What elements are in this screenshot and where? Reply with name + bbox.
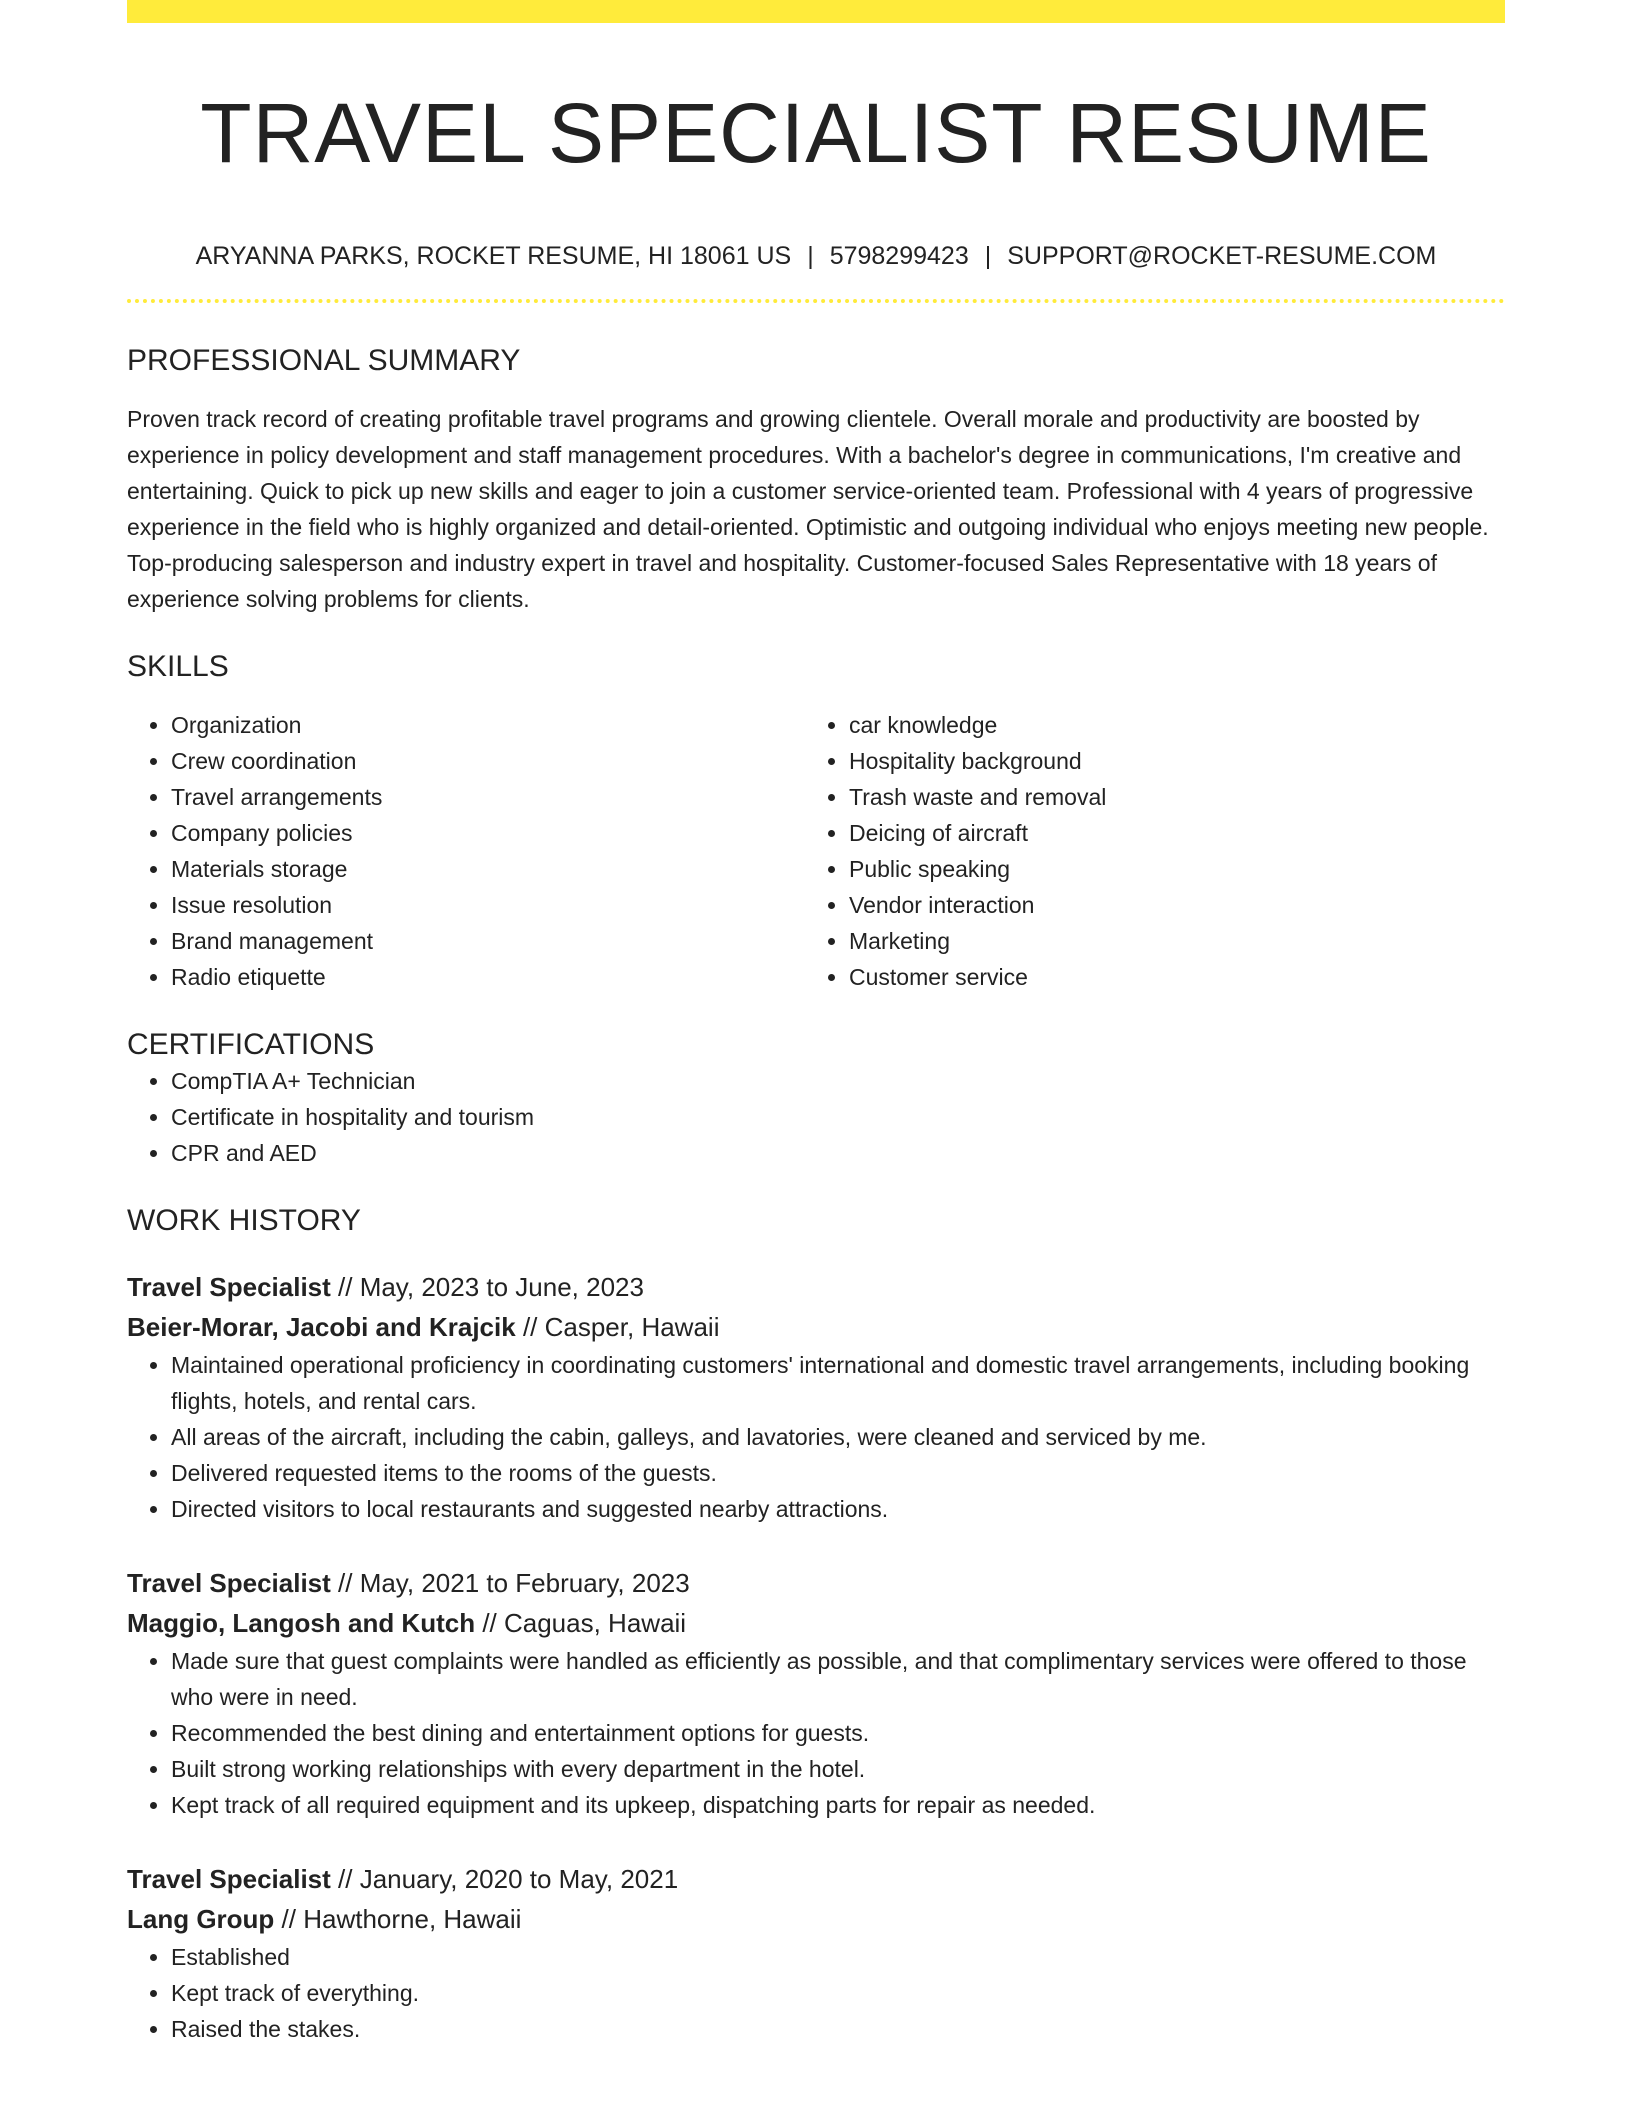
contact-line <box>127 241 1505 271</box>
job-duties-list <box>127 1643 1505 1823</box>
skill-item: • Radio etiquette <box>171 959 805 995</box>
job-duty: • Built strong working relationships with every department in the hotel. <box>171 1751 1505 1787</box>
contact-address: ARYANNA PARKS, ROCKET RESUME, HI 18061 US <box>195 242 792 270</box>
skills-list-left <box>127 707 805 995</box>
skill-item: • Company policies <box>171 815 805 851</box>
job-company: Beier-Morar, Jacobi and Krajcik <box>127 1312 516 1342</box>
job-duty: • Raised the stakes. <box>171 2011 1505 2047</box>
job-duties-list <box>127 1939 1505 2047</box>
job-location: // Casper, Hawaii <box>515 1312 720 1342</box>
skills-grid <box>127 707 1505 995</box>
contact-separator: | <box>807 242 814 270</box>
skill-item: • Vendor interaction <box>849 887 1483 923</box>
job-duty: • Maintained operational proficiency in coordinating customers' international and domestic travel arrangements, including booking flights, hotels, and rental cars. <box>171 1347 1505 1419</box>
job-title: Travel Specialist <box>127 1568 331 1598</box>
contact-separator: | <box>984 242 992 270</box>
job-entry <box>127 1859 1505 2047</box>
job-duties-list <box>127 1347 1505 1527</box>
job-dates: // May, 2021 to February, 2023 <box>330 1568 690 1598</box>
job-duty: • Recommended the best dining and entertainment options for guests. <box>171 1715 1505 1751</box>
skills-heading: SKILLS <box>127 650 229 683</box>
skill-item: • Materials storage <box>171 851 805 887</box>
job-title: Travel Specialist <box>127 1864 331 1894</box>
certification-item: • CPR and AED <box>171 1135 1505 1171</box>
job-dates: // May, 2023 to June, 2023 <box>330 1272 644 1302</box>
skill-item: • Brand management <box>171 923 805 959</box>
job-duty: • All areas of the aircraft, including the cabin, galleys, and lavatories, were cleaned and serviced by me. <box>171 1419 1505 1455</box>
skill-item: • Hospitality background <box>849 743 1483 779</box>
job-title-line <box>127 1267 1505 1307</box>
job-entry <box>127 1267 1505 1527</box>
contact-phone: 5798299423 <box>829 242 969 270</box>
job-dates: // January, 2020 to May, 2021 <box>330 1864 679 1894</box>
job-company-line <box>127 1307 1505 1347</box>
job-duty: • Kept track of all required equipment and its upkeep, dispatching parts for repair as needed. <box>171 1787 1505 1823</box>
header-divider <box>127 299 1505 303</box>
skill-item: • Issue resolution <box>171 887 805 923</box>
job-location: // Caguas, Hawaii <box>475 1608 687 1638</box>
certifications-heading: CERTIFICATIONS <box>127 1028 375 1061</box>
job-duty: • Kept track of everything. <box>171 1975 1505 2011</box>
job-title-line <box>127 1859 1505 1899</box>
skill-item: • Trash waste and removal <box>849 779 1483 815</box>
job-company-line <box>127 1899 1505 1939</box>
summary-heading: PROFESSIONAL SUMMARY <box>127 344 521 377</box>
work-history-heading: WORK HISTORY <box>127 1204 361 1237</box>
job-location: // Hawthorne, Hawaii <box>274 1904 522 1934</box>
job-title-line <box>127 1563 1505 1603</box>
contact-email: SUPPORT@ROCKET-RESUME.COM <box>1007 242 1437 270</box>
job-company: Lang Group <box>127 1904 275 1934</box>
summary-text: Proven track record of creating profitable travel programs and growing clientele. Overall morale and productivity are boosted by experience in policy development and staff management procedures. With a bachelor's degree in communications, I'm creative and entertaining. Quick to pick up new skills and eager to join a customer service-oriented team. Professional with 4 years of progressive experience in the field who is highly organized and detail-oriented. Optimistic and outgoing individual who enjoys meeting new people. Top-producing salesperson and industry expert in travel and hospitality. Customer-focused Sales Representative with 18 years of experience solving problems for clients. <box>127 406 1489 612</box>
certification-item: • Certificate in hospitality and tourism <box>171 1099 1505 1135</box>
certification-item: • CompTIA A+ Technician <box>171 1063 1505 1099</box>
skill-item: • Deicing of aircraft <box>849 815 1483 851</box>
job-title: Travel Specialist <box>127 1272 331 1302</box>
job-entry <box>127 1563 1505 1823</box>
skill-item: • Customer service <box>849 959 1483 995</box>
resume-page <box>127 0 1505 2047</box>
job-duty: • Established <box>171 1939 1505 1975</box>
skills-column-right <box>805 707 1483 995</box>
skills-column-left <box>127 707 805 995</box>
skill-item: • car knowledge <box>849 707 1483 743</box>
job-duty: • Directed visitors to local restaurants and suggested nearby attractions. <box>171 1491 1505 1527</box>
skill-item: • Travel arrangements <box>171 779 805 815</box>
skills-list-right <box>805 707 1483 995</box>
resume-title: TRAVEL SPECIALIST RESUME <box>200 86 1432 180</box>
job-company-line <box>127 1603 1505 1643</box>
skill-item: • Marketing <box>849 923 1483 959</box>
top-accent-bar <box>127 0 1505 23</box>
job-company: Maggio, Langosh and Kutch <box>127 1608 476 1638</box>
certifications-list <box>127 1063 1505 1171</box>
skill-item: • Public speaking <box>849 851 1483 887</box>
job-duty: • Made sure that guest complaints were handled as efficiently as possible, and that complimentary services were offered to those who were in need. <box>171 1643 1505 1715</box>
skill-item: • Crew coordination <box>171 743 805 779</box>
job-duty: • Delivered requested items to the rooms of the guests. <box>171 1455 1505 1491</box>
skill-item: • Organization <box>171 707 805 743</box>
